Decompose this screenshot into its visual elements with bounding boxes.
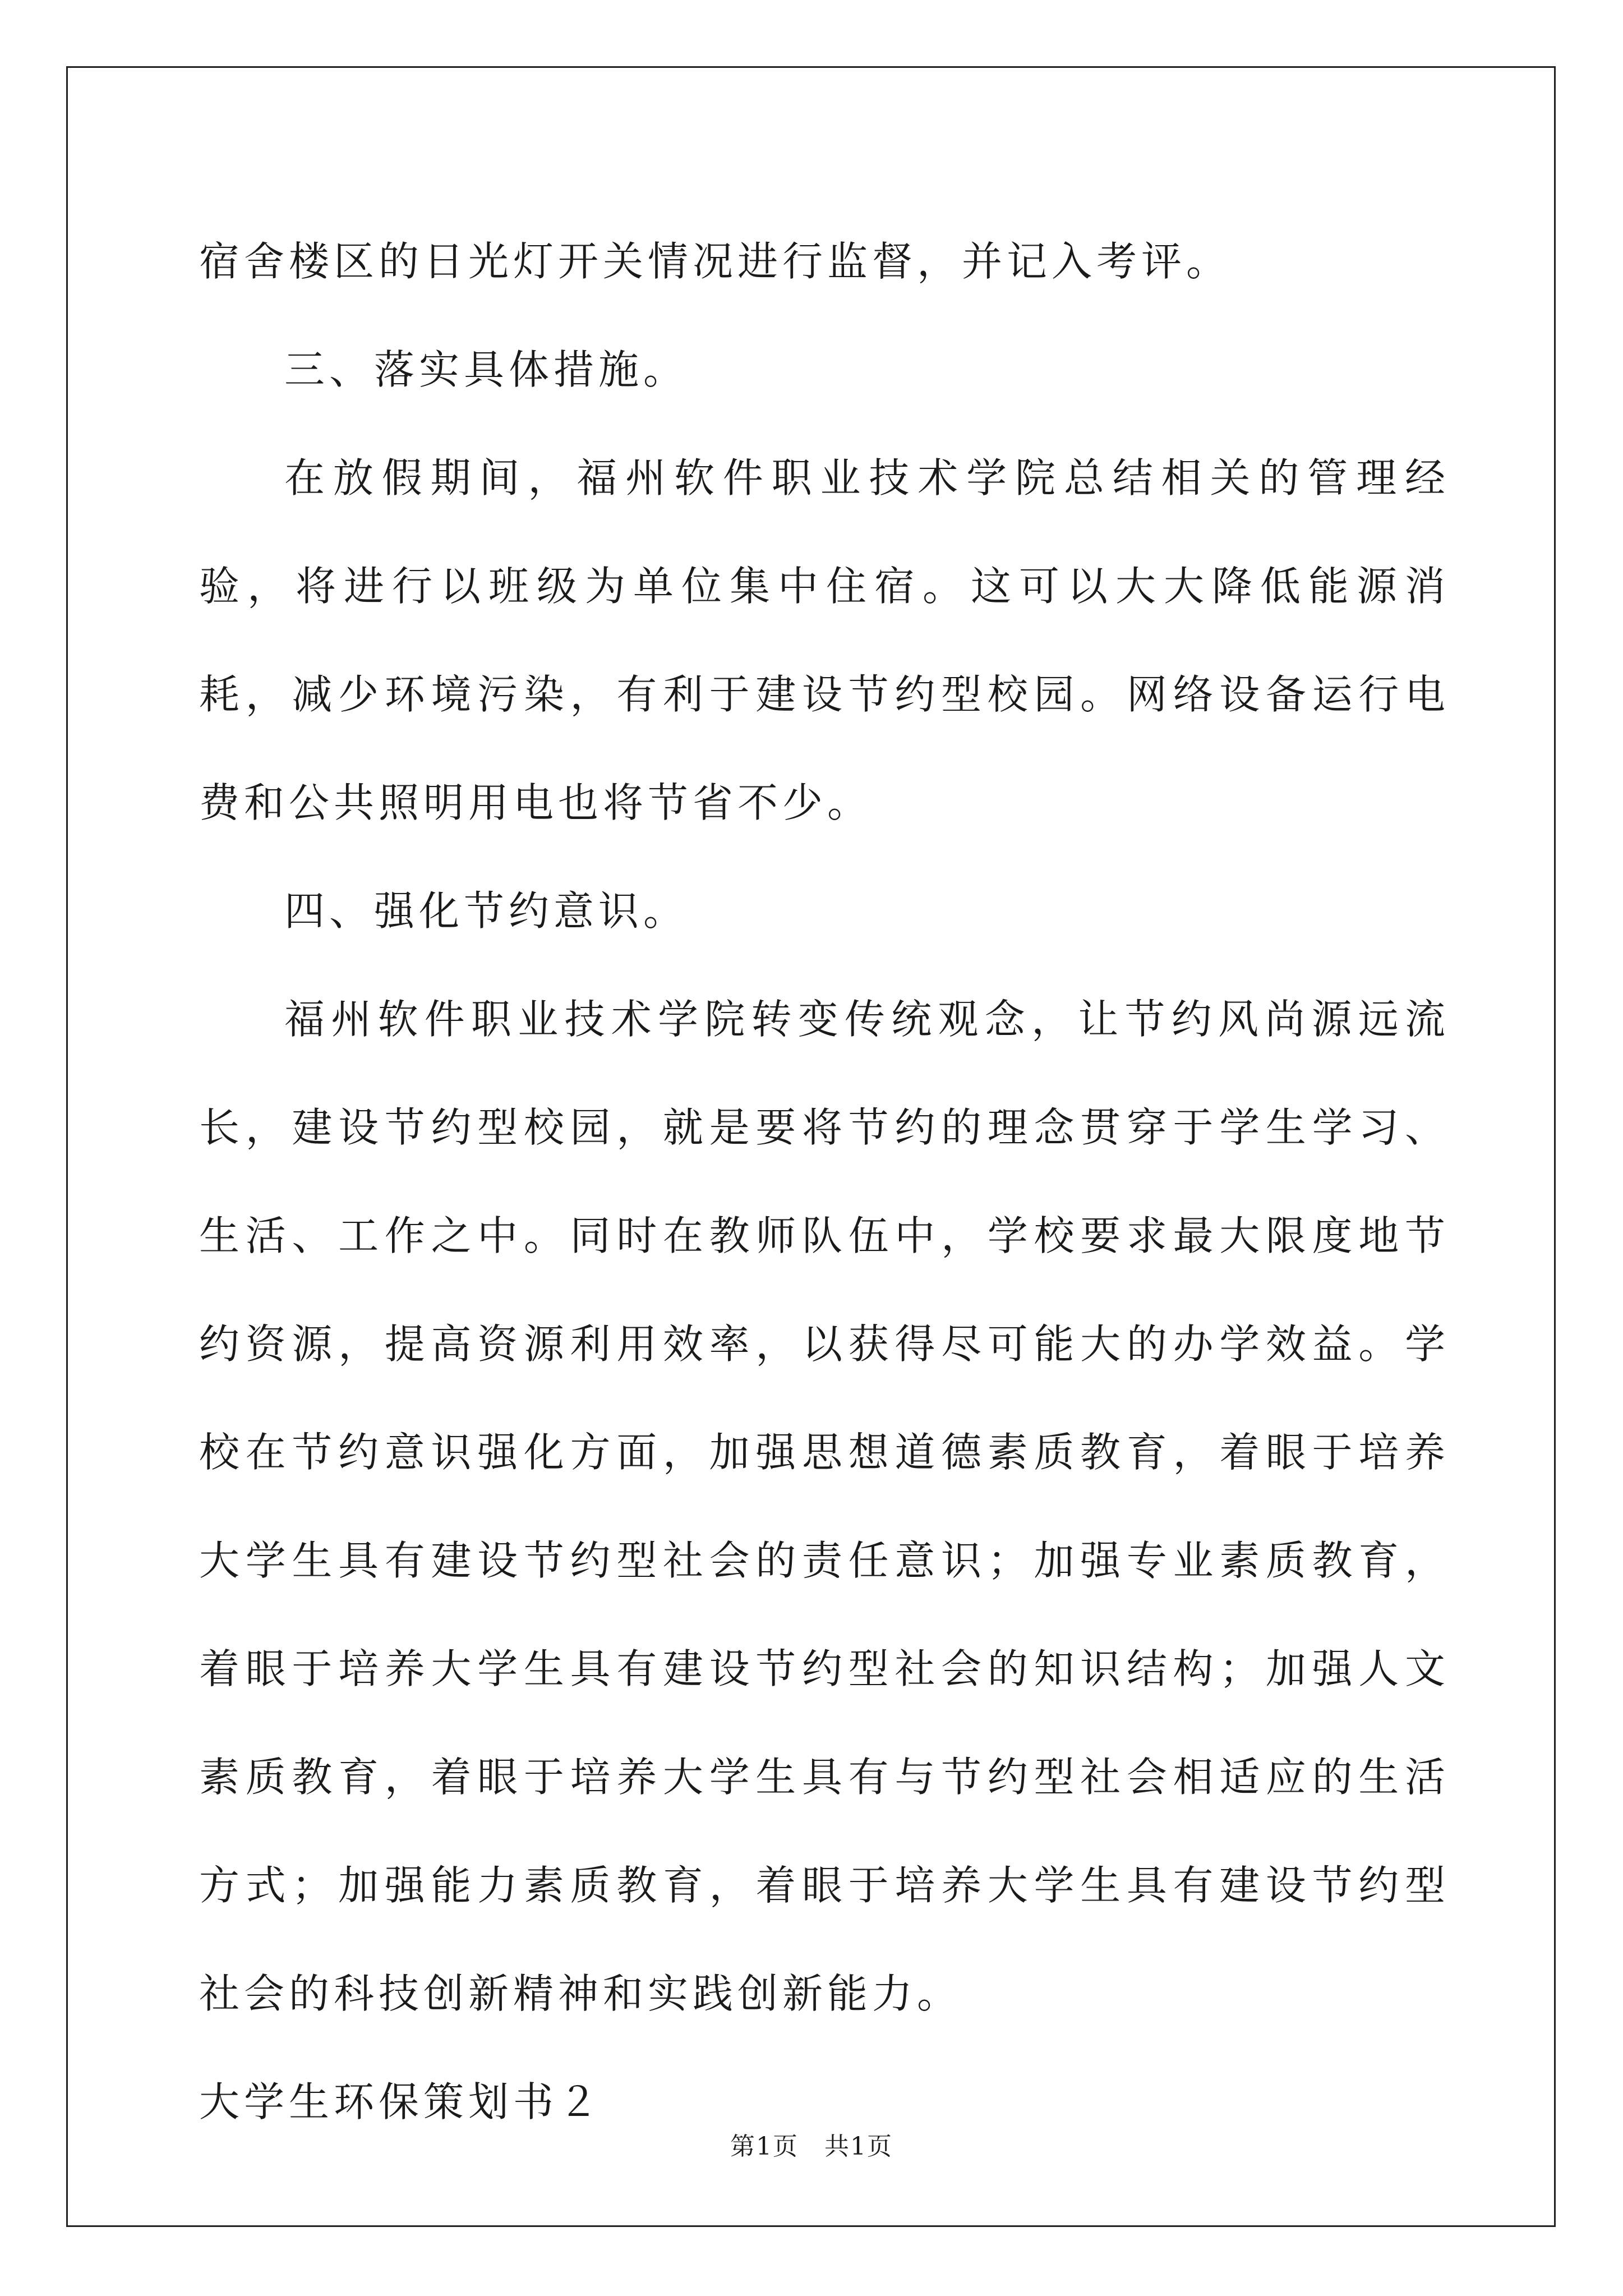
paragraph-continuation: 宿舍楼区的日光灯开关情况进行监督，并记入考评。 [199,238,1232,285]
heading-section-three: 三、落实具体措施。 [284,346,689,393]
heading-section-four: 四、强化节约意识。 [284,887,689,935]
document-body [199,208,1450,2156]
paragraph-saving-awareness: 福州软件职业技术学院转变传统观念，让节约风尚源远流长，建设节约型校园，就是要将节约的理念贯穿于学生学习、生活、工作之中。同时在教师队伍中，学校要求最大限度地节约资源，提高资源利用效率，以获得尽可能大的办学效益。学校在节约意识强化方面，加强思想道德素质教育，着眼于培养大学生具有建设节约型社会的责任意识；加强专业素质教育，着眼于培养大学生具有建设节约型社会的知识结构；加强人文素质教育，着眼于培养大学生具有与节约型社会相适应的生活方式；加强能力素质教育，着眼于培养大学生具有建设节约型社会的科技创新精神和实践创新能力。 [199,996,1450,2017]
section-title: 大学生环保策划书２ [199,2078,603,2125]
page-footer: 第1页 共1页 [730,2132,893,2161]
paragraph-vacation-lodging: 在放假期间，福州软件职业技术学院总结相关的管理经验，将进行以班级为单位集中住宿。这可以大大降低能源消耗，减少环境污染，有利于建设节约型校园。网络设备运行电费和公共照明用电也将节省不少。 [199,454,1450,826]
